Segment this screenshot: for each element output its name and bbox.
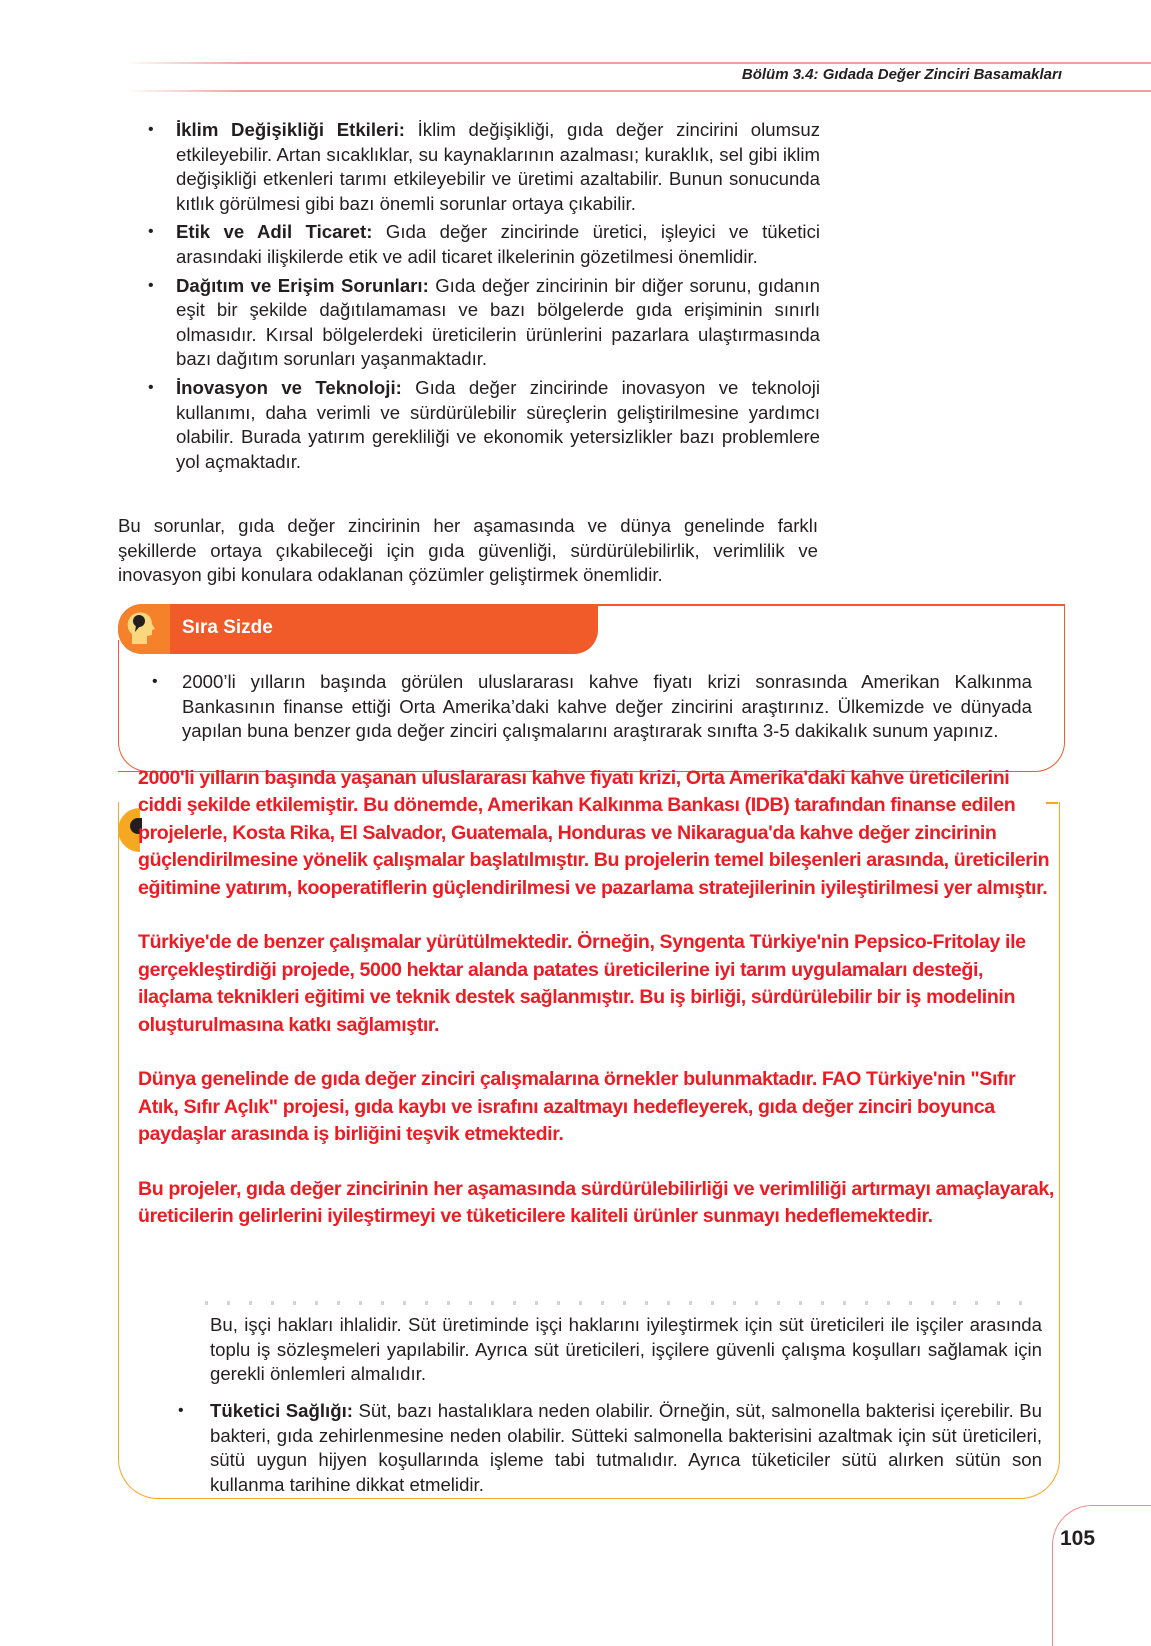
- sira-sizde-frame-top: [580, 604, 1064, 606]
- bullet-icon: •: [148, 276, 154, 294]
- list-item-text: Gıda değer zincirinin bir diğer sorunu, gıdanın eşit bir şekilde dağıtılamaması ve bazı bölgelerde gıda erişiminin sınırlı olmasıdır. Kırsal bölgelerdeki üreticilerin ürünlerini pazarlara ulaştırmasında bazı dağıtım sorunları yaşanmaktadır.: [176, 274, 820, 370]
- continued-text: Bu, işçi hakları ihlalidir. Süt üretiminde işçi haklarını iyileştirmek için süt üreticileri ile işçiler arasında toplu iş sözleşmeleri yapılabilir. Ayrıca süt üreticileri, işçilere güvenli çalışma koşulları sağlamak için gerekli önlemleri almalıdır.: [210, 1314, 1042, 1385]
- bullet-icon: •: [178, 1402, 184, 1419]
- list-item: [178, 1399, 1042, 1497]
- list-item-term: İklim Değişikliği Etkileri:: [176, 119, 405, 140]
- answer-paragraph: Dünya genelinde de gıda değer zinciri çalışmalarına örnekler bulunmaktadır. FAO Türkiye'nin "Sıfır Atık, Sıfır Açlık" projesi, gıda kaybı ve israfını azaltmayı hedefleyerek, gıda değer zinciri boyunca paydaşlar arasında iş birliğini teşvik etmektedir.: [138, 1068, 1016, 1146]
- list-item-text: Gıda değer zincirinde üretici, işleyici ve tüketici arasındaki ilişkilerde etik ve adil ticaret ilkelerinin gözetilmesi önemlidir.: [176, 221, 820, 267]
- list-item-text: Gıda değer zincirinde inovasyon ve teknoloji kullanımı, daha verimli ve sürdürülebilir süreçlerin geliştirilmesine yardımcı olabilir. Burada yatırım gerekliliği ve ekonomik yetersizlikler bazı problemlere yol açmaktadır.: [176, 376, 820, 472]
- answer-overlay: [138, 765, 1058, 1231]
- sira-sizde-task: [152, 670, 1032, 744]
- continued-paragraph: [210, 1313, 1042, 1387]
- list-item-text: Süt, bazı hastalıklara neden olabilir. Örneğin, süt, salmonella bakterisi içerebilir. Bu bakteri, gıda zehirlenmesine neden olabilir. Sütteki salmonella bakterisini azaltmak için süt üreticileri, sütü uygun hijyen koşullarında işleme tabi tutmalıdır. Ayrıca tüketiciler sütü alırken sütün son kullanma tarihine dikkat etmelidir.: [210, 1400, 1043, 1495]
- answer-paragraph: Bu projeler, gıda değer zincirinin her aşamasında sürdürülebilirliği ve verimliliği artırmayı amaçlayarak, üreticilerin gelirlerini iyileştirmeyi ve tüketicilere kaliteli ürünler sunmayı hedeflemektedir.: [138, 1178, 1054, 1228]
- bullet-icon: •: [148, 378, 154, 396]
- page-number: 105: [1060, 1527, 1096, 1550]
- running-title: Bölüm 3.4: Gıdada Değer Zinciri Basamakları: [741, 66, 1062, 83]
- list-item-term: İnovasyon ve Teknoloji:: [176, 376, 402, 398]
- list-item-term: Tüketici Sağlığı:: [210, 1400, 353, 1421]
- list-item-text: İklim değişikliği, gıda değer zincirini olumsuz etkileyebilir. Artan sıcaklıklar, su kaynaklarının azalması; kuraklık, sel gibi iklim değişikliği etkenleri tarımı etkileyebilir ve üretimi azaltabilir. Bunun sonucunda kıtlık görülmesi gibi bazı önemli sorunlar ortaya çıkabilir.: [176, 119, 820, 214]
- sira-sizde-frame-left: [118, 640, 149, 772]
- head-silhouette-icon: [118, 604, 170, 654]
- list-item: [118, 274, 820, 372]
- list-item: [118, 118, 820, 216]
- bullet-icon: •: [148, 121, 154, 138]
- list-item: [118, 376, 820, 474]
- bullet-icon: •: [148, 223, 154, 241]
- bullet-icon: •: [152, 673, 158, 690]
- list-item-term: Etik ve Adil Ticaret:: [176, 221, 373, 243]
- answer-paragraph: 2000'li yılların başında yaşanan uluslararası kahve fiyatı krizi, Orta Amerika'daki kahve üreticilerini ciddi şekilde etkilemiştir. Bu dönemde, Amerikan Kalkınma Bankası (IDB) tarafından finanse edilen projelerle, Kosta Rika, El Salvador, Guatemala, Honduras ve Nikaragua'da kahve değer zincirinin güçlendirilmesine yönelik çalışmalar başlatılmıştır. Bu projelerin temel bileşenleri arasında, üreticilerin eğitimine yatırım, kooperatiflerin güçlendirilmesi ve pazarlama stratejilerinin iyileştirilmesi yer almıştır.: [138, 767, 1050, 899]
- header-rule-bottom: [125, 90, 1151, 92]
- header-rule-top: [125, 62, 1151, 64]
- list-item-term: Dağıtım ve Erişim Sorunları:: [176, 274, 429, 296]
- list-item: [118, 220, 820, 269]
- summary-paragraph: Bu sorunlar, gıda değer zincirinin her aşamasında ve dünya genelinde farklı şekillerde ortaya çıkabileceği için gıda güvenliği, sürdürülebilirlik, verimlilik ve inovasyon gibi konulara odaklanan çözümler geliştirmek önemlidir.: [118, 515, 818, 586]
- problem-list: [118, 118, 820, 478]
- task-text: 2000’li yılların başında görülen uluslararası kahve fiyatı krizi sonrasında Amerikan Kalkınma Bankasının finanse ettiği Orta Amerika’daki kahve değer zincirini araştırınız. Ülkemizde ve dünyada yapılan buna benzer gıda değer zinciri çalışmalarını araştırarak sınıfta 3-5 dakikalık sunum yapınız.: [182, 671, 1032, 742]
- sira-sizde-title: Sıra Sizde: [182, 617, 273, 638]
- clipped-text-line: [205, 1301, 1025, 1305]
- answer-paragraph: Türkiye'de de benzer çalışmalar yürütülmektedir. Örneğin, Syngenta Türkiye'nin Pepsico-Fritolay ile gerçekleştirdiği projede, 5000 hektar alanda patates üreticilerine iyi tarım uygulamaları desteği, ilaçlama teknikleri eğitimi ve teknik destek sağlanmıştır. Bu iş birliği, sürdürülebilir bir iş modelinin oluşturulmasına katkı sağlamıştır.: [138, 931, 1026, 1036]
